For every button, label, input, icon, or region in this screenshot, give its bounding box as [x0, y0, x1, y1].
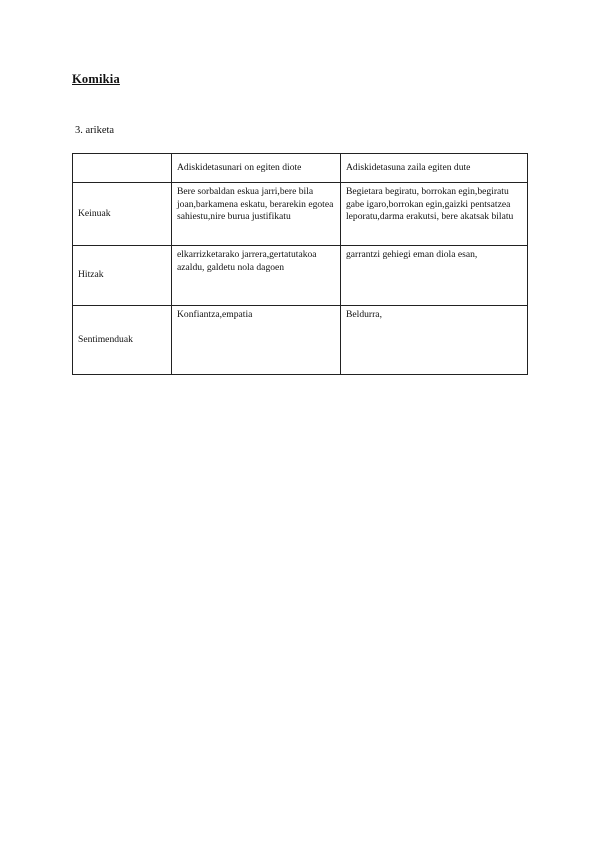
document-title: Komikia [72, 72, 120, 86]
table-header-row [73, 154, 528, 183]
table-row [73, 183, 528, 246]
table-header-cell: Adiskidetasuna zaila egiten dute [341, 154, 528, 183]
row-label: Sentimenduak [73, 306, 172, 375]
table-header-cell: Adiskidetasunari on egiten diote [172, 154, 341, 183]
table-header-cell [73, 154, 172, 183]
row-label: Hitzak [73, 246, 172, 306]
table-cell: garrantzi gehiegi eman diola esan, [341, 246, 528, 306]
table-cell: elkarrizketarako jarrera,gertatutakoa azaldu, galdetu nola dagoen [172, 246, 341, 306]
row-label: Keinuak [73, 183, 172, 246]
table-cell: Konfiantza,empatia [172, 306, 341, 375]
exercise-label: 3. ariketa [75, 125, 115, 136]
table-row [73, 306, 528, 375]
table-cell: Begietara begiratu, borrokan egin,begiratu gabe igaro,borrokan egin,gaizki pentsatzea leporatu,darma erakutsi, bere akatsak bilatu [341, 183, 528, 246]
table-cell: Bere sorbaldan eskua jarri,bere bila joan,barkamena eskatu, berarekin egotea sahiestu,nire burua justifikatu [172, 183, 341, 246]
table-cell: Beldurra, [341, 306, 528, 375]
table-row [73, 246, 528, 306]
comparison-table [72, 153, 528, 375]
